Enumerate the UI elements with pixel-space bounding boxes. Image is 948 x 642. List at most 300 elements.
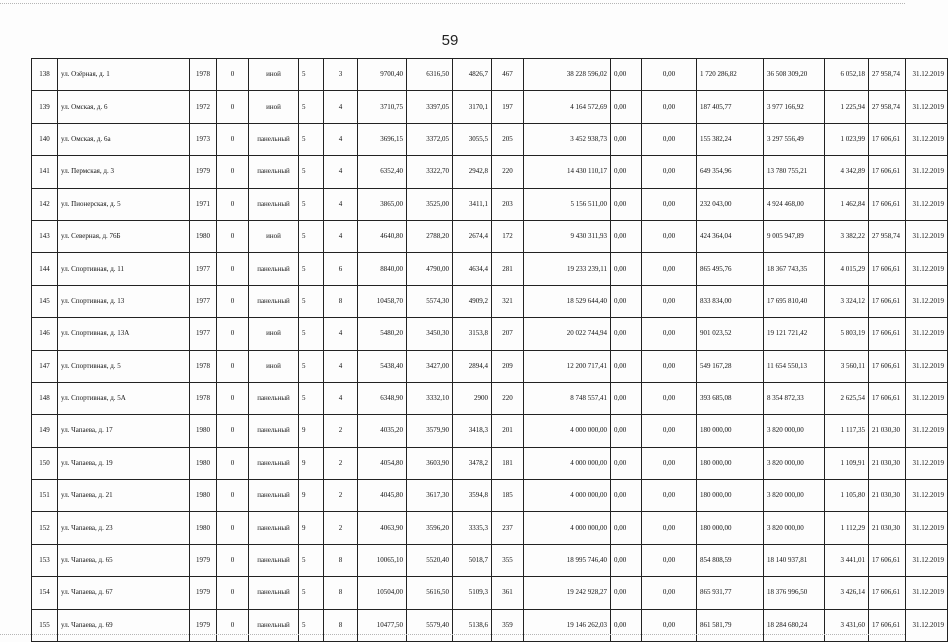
cell-local-share: 180 000,00 (697, 415, 764, 447)
cell-floors: 5 (299, 544, 324, 576)
cell-address: ул. Озёрная, д. 1 (58, 59, 190, 91)
cell-living-area: 3397,05 (407, 91, 453, 123)
cell-wall-material: иной (249, 91, 299, 123)
cell-local-share: 155 382,24 (697, 123, 764, 155)
cell-living-area: 3579,90 (407, 415, 453, 447)
cell-regional-share: 0,00 (642, 220, 697, 252)
cell-cost-per-sqm: 3 431,60 (825, 609, 869, 641)
cell-regional-share: 0,00 (642, 350, 697, 382)
cell-row-number: 155 (32, 609, 58, 641)
cell-deadline: 31.12.2019 (906, 91, 948, 123)
cell-address: ул. Спортивная, д. 11 (58, 253, 190, 285)
cell-year-built: 1973 (190, 123, 217, 155)
cell-deadline: 31.12.2019 (906, 188, 948, 220)
cell-cost-per-sqm: 4 015,29 (825, 253, 869, 285)
cell-local-share: 424 364,04 (697, 220, 764, 252)
cell-fund-share: 0,00 (611, 382, 642, 414)
cell-residents: 361 (492, 577, 524, 609)
cell-living-area: 4790,00 (407, 253, 453, 285)
cell-residents: 467 (492, 59, 524, 91)
cell-fund-share: 0,00 (611, 188, 642, 220)
cell-residents: 197 (492, 91, 524, 123)
cell-living-area: 3372,05 (407, 123, 453, 155)
cell-year-commissioned: 0 (217, 59, 249, 91)
cell-entrances: 4 (324, 123, 358, 155)
cell-cost-per-sqm: 1 109,91 (825, 447, 869, 479)
cell-total-cost: 4 164 572,69 (524, 91, 611, 123)
cell-cost-per-sqm: 3 441,01 (825, 544, 869, 576)
cell-wall-material: панельный (249, 512, 299, 544)
cell-living-area: 3603,90 (407, 447, 453, 479)
cell-local-share: 854 808,59 (697, 544, 764, 576)
cell-year-commissioned: 0 (217, 382, 249, 414)
cell-total-cost: 19 242 928,27 (524, 577, 611, 609)
cell-year-commissioned: 0 (217, 609, 249, 641)
cell-address: ул. Чапаева, д. 17 (58, 415, 190, 447)
cell-total-area: 4054,80 (358, 447, 407, 479)
cell-living-area: 2788,20 (407, 220, 453, 252)
cell-regional-share: 0,00 (642, 318, 697, 350)
cell-fund-share: 0,00 (611, 91, 642, 123)
cell-deadline: 31.12.2019 (906, 220, 948, 252)
cell-address: ул. Спортивная, д. 13 (58, 285, 190, 317)
cell-wall-material: панельный (249, 285, 299, 317)
cell-local-share: 187 405,77 (697, 91, 764, 123)
cell-owners-share: 19 121 721,42 (764, 318, 825, 350)
cell-wall-material: иной (249, 220, 299, 252)
cell-address: ул. Чапаева, д. 21 (58, 480, 190, 512)
cell-year-commissioned: 0 (217, 415, 249, 447)
cell-total-area: 6352,40 (358, 156, 407, 188)
cell-address: ул. Омская, д. 6а (58, 123, 190, 155)
cell-living-area: 3322,70 (407, 156, 453, 188)
cell-total-area: 10458,70 (358, 285, 407, 317)
cell-residential-area: 5018,7 (453, 544, 492, 576)
cell-living-area: 3450,30 (407, 318, 453, 350)
cell-deadline: 31.12.2019 (906, 123, 948, 155)
cell-year-built: 1978 (190, 382, 217, 414)
cell-deadline: 31.12.2019 (906, 59, 948, 91)
cell-total-area: 6348,90 (358, 382, 407, 414)
cell-cost-per-sqm: 1 105,80 (825, 480, 869, 512)
table-row (32, 318, 948, 350)
cell-total-area: 3865,00 (358, 188, 407, 220)
cell-limit-cost: 21 030,30 (869, 480, 906, 512)
cell-residents: 207 (492, 318, 524, 350)
cell-total-area: 10504,00 (358, 577, 407, 609)
cell-total-area: 3696,15 (358, 123, 407, 155)
cell-cost-per-sqm: 6 052,18 (825, 59, 869, 91)
cell-address: ул. Спортивная, д. 5А (58, 382, 190, 414)
cell-owners-share: 3 820 000,00 (764, 447, 825, 479)
cell-limit-cost: 21 030,30 (869, 415, 906, 447)
cell-limit-cost: 17 606,61 (869, 577, 906, 609)
cell-entrances: 4 (324, 318, 358, 350)
cell-owners-share: 17 695 810,40 (764, 285, 825, 317)
cell-limit-cost: 17 606,61 (869, 253, 906, 285)
cell-entrances: 4 (324, 188, 358, 220)
cell-fund-share: 0,00 (611, 577, 642, 609)
cell-entrances: 4 (324, 220, 358, 252)
cell-limit-cost: 27 958,74 (869, 91, 906, 123)
table-row (32, 415, 948, 447)
cell-deadline: 31.12.2019 (906, 318, 948, 350)
cell-fund-share: 0,00 (611, 156, 642, 188)
cell-floors: 5 (299, 91, 324, 123)
cell-year-commissioned: 0 (217, 220, 249, 252)
cell-fund-share: 0,00 (611, 609, 642, 641)
cell-total-area: 9700,40 (358, 59, 407, 91)
cell-limit-cost: 21 030,30 (869, 447, 906, 479)
cell-wall-material: панельный (249, 415, 299, 447)
cell-limit-cost: 17 606,61 (869, 544, 906, 576)
cell-cost-per-sqm: 5 803,19 (825, 318, 869, 350)
cell-living-area: 3332,10 (407, 382, 453, 414)
cell-fund-share: 0,00 (611, 285, 642, 317)
cell-limit-cost: 27 958,74 (869, 220, 906, 252)
cell-row-number: 153 (32, 544, 58, 576)
cell-total-cost: 8 748 557,41 (524, 382, 611, 414)
cell-owners-share: 18 367 743,35 (764, 253, 825, 285)
cell-total-area: 4035,20 (358, 415, 407, 447)
cell-entrances: 2 (324, 480, 358, 512)
cell-row-number: 143 (32, 220, 58, 252)
cell-limit-cost: 21 030,30 (869, 512, 906, 544)
cell-residents: 220 (492, 382, 524, 414)
cell-total-cost: 4 000 000,00 (524, 512, 611, 544)
cell-total-cost: 18 995 746,40 (524, 544, 611, 576)
cell-regional-share: 0,00 (642, 123, 697, 155)
cell-residential-area: 4909,2 (453, 285, 492, 317)
cell-local-share: 180 000,00 (697, 447, 764, 479)
cell-year-commissioned: 0 (217, 512, 249, 544)
cell-entrances: 8 (324, 285, 358, 317)
cell-residents: 355 (492, 544, 524, 576)
cell-cost-per-sqm: 3 324,12 (825, 285, 869, 317)
cell-wall-material: иной (249, 318, 299, 350)
cell-cost-per-sqm: 4 342,89 (825, 156, 869, 188)
cell-cost-per-sqm: 1 023,99 (825, 123, 869, 155)
cell-year-commissioned: 0 (217, 188, 249, 220)
cell-entrances: 8 (324, 609, 358, 641)
table-row (32, 253, 948, 285)
cell-total-cost: 20 022 744,94 (524, 318, 611, 350)
cell-owners-share: 4 924 468,00 (764, 188, 825, 220)
cell-total-cost: 18 529 644,40 (524, 285, 611, 317)
cell-owners-share: 3 977 166,92 (764, 91, 825, 123)
cell-limit-cost: 17 606,61 (869, 285, 906, 317)
cell-local-share: 861 581,79 (697, 609, 764, 641)
cell-cost-per-sqm: 1 112,29 (825, 512, 869, 544)
cell-total-cost: 4 000 000,00 (524, 480, 611, 512)
cell-cost-per-sqm: 1 225,94 (825, 91, 869, 123)
cell-year-built: 1972 (190, 91, 217, 123)
cell-cost-per-sqm: 1 117,35 (825, 415, 869, 447)
cell-total-area: 5438,40 (358, 350, 407, 382)
cell-year-built: 1979 (190, 577, 217, 609)
cell-row-number: 142 (32, 188, 58, 220)
cell-residential-area: 5138,6 (453, 609, 492, 641)
cell-address: ул. Чапаева, д. 67 (58, 577, 190, 609)
cell-residential-area: 3153,8 (453, 318, 492, 350)
cell-regional-share: 0,00 (642, 415, 697, 447)
cell-total-area: 3710,75 (358, 91, 407, 123)
cell-fund-share: 0,00 (611, 350, 642, 382)
cell-year-commissioned: 0 (217, 285, 249, 317)
cell-entrances: 4 (324, 156, 358, 188)
cell-row-number: 144 (32, 253, 58, 285)
cell-regional-share: 0,00 (642, 577, 697, 609)
cell-living-area: 3525,00 (407, 188, 453, 220)
page-number: 59 (441, 32, 459, 49)
cell-floors: 9 (299, 512, 324, 544)
cell-row-number: 148 (32, 382, 58, 414)
cell-year-built: 1978 (190, 59, 217, 91)
cell-wall-material: панельный (249, 253, 299, 285)
cell-local-share: 901 023,52 (697, 318, 764, 350)
cell-local-share: 549 167,28 (697, 350, 764, 382)
cell-regional-share: 0,00 (642, 156, 697, 188)
cell-year-built: 1980 (190, 512, 217, 544)
table-row (32, 220, 948, 252)
table-row (32, 59, 948, 91)
table-row (32, 123, 948, 155)
cell-residential-area: 5109,3 (453, 577, 492, 609)
cell-deadline: 31.12.2019 (906, 609, 948, 641)
cell-residential-area: 2942,8 (453, 156, 492, 188)
cell-entrances: 4 (324, 91, 358, 123)
cell-year-commissioned: 0 (217, 480, 249, 512)
cell-owners-share: 18 284 680,24 (764, 609, 825, 641)
cell-wall-material: панельный (249, 382, 299, 414)
cell-local-share: 180 000,00 (697, 512, 764, 544)
cell-residents: 205 (492, 123, 524, 155)
cell-residential-area: 3411,1 (453, 188, 492, 220)
cell-cost-per-sqm: 3 560,11 (825, 350, 869, 382)
cell-residential-area: 3478,2 (453, 447, 492, 479)
cell-year-built: 1971 (190, 188, 217, 220)
cell-floors: 5 (299, 220, 324, 252)
cell-year-commissioned: 0 (217, 91, 249, 123)
cell-fund-share: 0,00 (611, 512, 642, 544)
cell-local-share: 865 931,77 (697, 577, 764, 609)
cell-year-commissioned: 0 (217, 577, 249, 609)
cell-wall-material: панельный (249, 188, 299, 220)
table-row (32, 156, 948, 188)
cell-deadline: 31.12.2019 (906, 447, 948, 479)
cell-local-share: 1 720 286,82 (697, 59, 764, 91)
cell-regional-share: 0,00 (642, 382, 697, 414)
cell-total-cost: 19 233 239,11 (524, 253, 611, 285)
cell-residents: 185 (492, 480, 524, 512)
cell-deadline: 31.12.2019 (906, 544, 948, 576)
cell-total-cost: 14 430 110,17 (524, 156, 611, 188)
cell-regional-share: 0,00 (642, 512, 697, 544)
cell-residential-area: 3594,8 (453, 480, 492, 512)
cell-year-built: 1979 (190, 156, 217, 188)
cell-floors: 5 (299, 156, 324, 188)
cell-floors: 5 (299, 123, 324, 155)
cell-floors: 9 (299, 480, 324, 512)
cell-local-share: 393 685,08 (697, 382, 764, 414)
cell-regional-share: 0,00 (642, 59, 697, 91)
table-row (32, 577, 948, 609)
cell-year-built: 1978 (190, 350, 217, 382)
cell-owners-share: 3 820 000,00 (764, 415, 825, 447)
table-row (32, 188, 948, 220)
cell-floors: 5 (299, 577, 324, 609)
cell-owners-share: 11 654 550,13 (764, 350, 825, 382)
cell-limit-cost: 17 606,61 (869, 609, 906, 641)
cell-floors: 5 (299, 285, 324, 317)
cell-address: ул. Спортивная, д. 5 (58, 350, 190, 382)
cell-year-built: 1977 (190, 253, 217, 285)
cell-entrances: 6 (324, 253, 358, 285)
cell-fund-share: 0,00 (611, 253, 642, 285)
cell-cost-per-sqm: 2 625,54 (825, 382, 869, 414)
cell-deadline: 31.12.2019 (906, 512, 948, 544)
cell-owners-share: 36 508 309,20 (764, 59, 825, 91)
cell-residential-area: 4826,7 (453, 59, 492, 91)
cell-residents: 237 (492, 512, 524, 544)
cell-total-cost: 9 430 311,93 (524, 220, 611, 252)
cell-residential-area: 2894,4 (453, 350, 492, 382)
cell-limit-cost: 17 606,61 (869, 188, 906, 220)
cell-fund-share: 0,00 (611, 220, 642, 252)
cell-local-share: 833 834,00 (697, 285, 764, 317)
cell-regional-share: 0,00 (642, 188, 697, 220)
table-row (32, 285, 948, 317)
cell-address: ул. Омская, д. 6 (58, 91, 190, 123)
cell-cost-per-sqm: 3 426,14 (825, 577, 869, 609)
cell-deadline: 31.12.2019 (906, 577, 948, 609)
cell-residential-area: 2674,4 (453, 220, 492, 252)
cell-row-number: 149 (32, 415, 58, 447)
cell-row-number: 145 (32, 285, 58, 317)
table-row (32, 91, 948, 123)
cell-address: ул. Пионерская, д. 5 (58, 188, 190, 220)
cell-limit-cost: 27 958,74 (869, 59, 906, 91)
cell-owners-share: 18 140 937,81 (764, 544, 825, 576)
cell-address: ул. Чапаева, д. 19 (58, 447, 190, 479)
cell-residents: 201 (492, 415, 524, 447)
cell-owners-share: 3 820 000,00 (764, 480, 825, 512)
table-row (32, 480, 948, 512)
cell-local-share: 865 495,76 (697, 253, 764, 285)
cell-residential-area: 3055,5 (453, 123, 492, 155)
cell-local-share: 232 043,00 (697, 188, 764, 220)
cell-living-area: 5579,40 (407, 609, 453, 641)
cell-year-built: 1980 (190, 447, 217, 479)
cell-year-built: 1979 (190, 544, 217, 576)
cell-year-commissioned: 0 (217, 544, 249, 576)
cell-owners-share: 13 780 755,21 (764, 156, 825, 188)
cell-entrances: 2 (324, 447, 358, 479)
cell-deadline: 31.12.2019 (906, 156, 948, 188)
cell-residents: 172 (492, 220, 524, 252)
cell-entrances: 3 (324, 59, 358, 91)
cell-owners-share: 18 376 996,50 (764, 577, 825, 609)
cell-year-commissioned: 0 (217, 447, 249, 479)
cell-residential-area: 3335,3 (453, 512, 492, 544)
cell-entrances: 2 (324, 415, 358, 447)
cell-address: ул. Пермская, д. 3 (58, 156, 190, 188)
cell-row-number: 150 (32, 447, 58, 479)
cell-limit-cost: 17 606,61 (869, 318, 906, 350)
cell-year-commissioned: 0 (217, 156, 249, 188)
cell-regional-share: 0,00 (642, 253, 697, 285)
cell-residents: 359 (492, 609, 524, 641)
cell-row-number: 152 (32, 512, 58, 544)
cell-total-cost: 4 000 000,00 (524, 415, 611, 447)
cell-residents: 281 (492, 253, 524, 285)
cell-fund-share: 0,00 (611, 544, 642, 576)
cell-fund-share: 0,00 (611, 59, 642, 91)
cell-entrances: 8 (324, 577, 358, 609)
cell-year-commissioned: 0 (217, 318, 249, 350)
cell-total-area: 10065,10 (358, 544, 407, 576)
cell-wall-material: иной (249, 59, 299, 91)
cell-floors: 9 (299, 415, 324, 447)
cell-floors: 5 (299, 59, 324, 91)
cell-entrances: 2 (324, 512, 358, 544)
cell-row-number: 154 (32, 577, 58, 609)
cell-address: ул. Чапаева, д. 23 (58, 512, 190, 544)
cell-total-cost: 5 156 511,00 (524, 188, 611, 220)
cell-local-share: 649 354,96 (697, 156, 764, 188)
cell-address: ул. Северная, д. 76Б (58, 220, 190, 252)
cell-wall-material: панельный (249, 123, 299, 155)
scan-edge-bottom (0, 634, 905, 635)
cell-wall-material: панельный (249, 609, 299, 641)
cell-total-area: 5480,20 (358, 318, 407, 350)
cell-residents: 209 (492, 350, 524, 382)
cell-year-built: 1979 (190, 609, 217, 641)
cell-residents: 181 (492, 447, 524, 479)
table-row (32, 609, 948, 641)
cell-total-cost: 3 452 938,73 (524, 123, 611, 155)
cell-deadline: 31.12.2019 (906, 253, 948, 285)
cell-wall-material: иной (249, 350, 299, 382)
cell-wall-material: панельный (249, 544, 299, 576)
cell-entrances: 4 (324, 350, 358, 382)
cell-year-commissioned: 0 (217, 253, 249, 285)
cell-living-area: 3596,20 (407, 512, 453, 544)
cell-residential-area: 3170,1 (453, 91, 492, 123)
table-row (32, 350, 948, 382)
cell-owners-share: 9 005 947,89 (764, 220, 825, 252)
table-row (32, 447, 948, 479)
cell-floors: 5 (299, 253, 324, 285)
cell-regional-share: 0,00 (642, 285, 697, 317)
cell-residents: 321 (492, 285, 524, 317)
cell-fund-share: 0,00 (611, 447, 642, 479)
cell-owners-share: 3 820 000,00 (764, 512, 825, 544)
cell-regional-share: 0,00 (642, 609, 697, 641)
cell-floors: 5 (299, 188, 324, 220)
cell-living-area: 3617,30 (407, 480, 453, 512)
cell-year-commissioned: 0 (217, 123, 249, 155)
cell-year-built: 1980 (190, 220, 217, 252)
cell-living-area: 5574,30 (407, 285, 453, 317)
cell-year-built: 1977 (190, 285, 217, 317)
cell-address: ул. Чапаева, д. 69 (58, 609, 190, 641)
cell-floors: 5 (299, 609, 324, 641)
table-body (32, 59, 948, 642)
cell-fund-share: 0,00 (611, 480, 642, 512)
cell-living-area: 6316,50 (407, 59, 453, 91)
cell-residential-area: 3418,3 (453, 415, 492, 447)
